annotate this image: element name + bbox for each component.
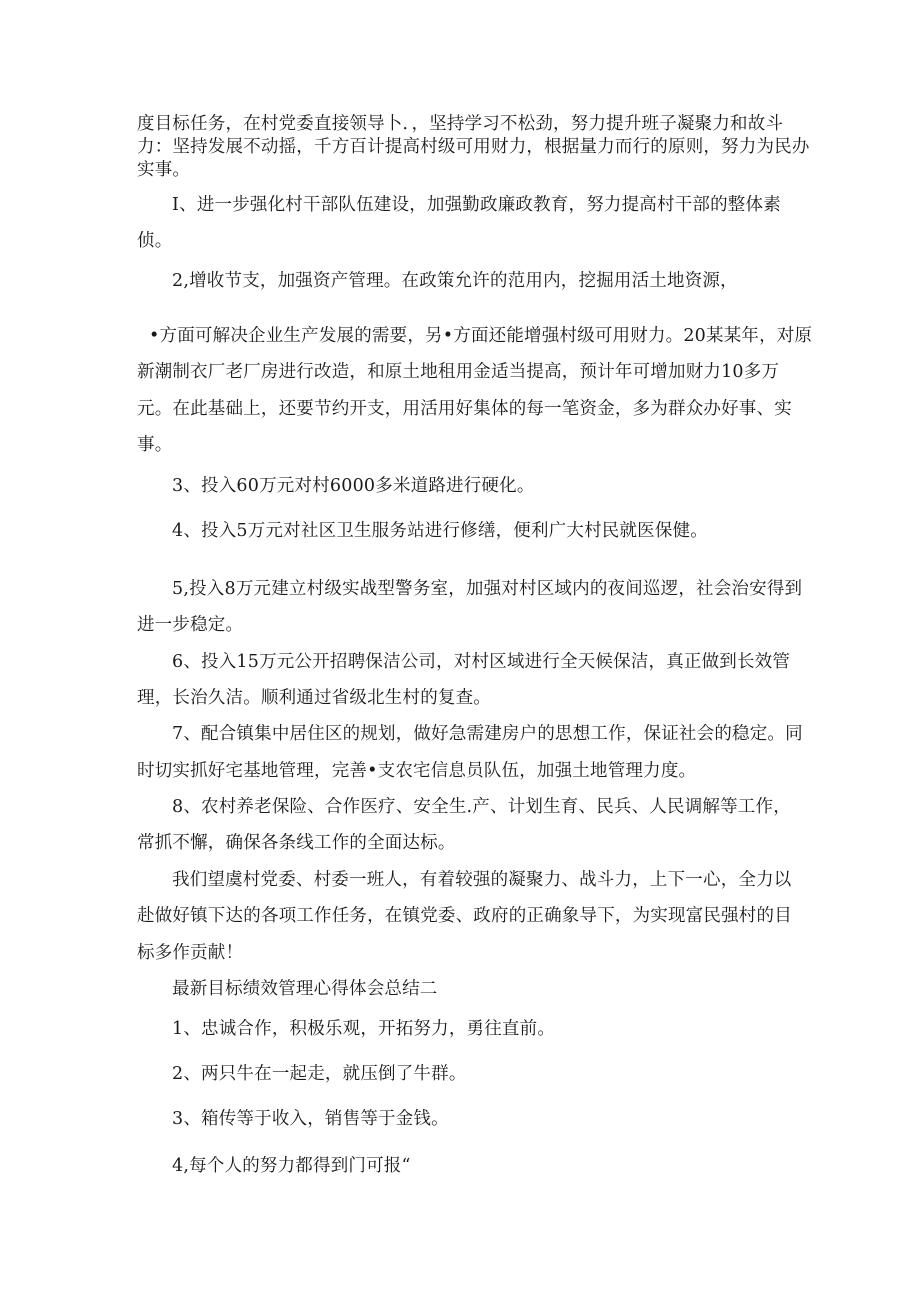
list-item-line: 时切实抓好宅基地管理，完善•支农宅信息员队伍，加强土地管理力度。 bbox=[137, 761, 697, 781]
list-item-line: 常抓不懈，确保各条线工作的全面达标。 bbox=[137, 833, 456, 853]
list-item-line: 3、投入60万元对村6000多米道路进行硬化。 bbox=[172, 476, 535, 496]
list-item-line: 2、两只牛在一起走，就压倒了牛群。 bbox=[172, 1064, 467, 1084]
list-item-line: 侦。 bbox=[137, 231, 173, 251]
body-text-line: •方面可解决企业生产发展的需要，另•方面还能增强村级可用财力。20某某年，对原 bbox=[149, 326, 813, 346]
list-item-line: 8、农村养老保险、合作医疗、安全生.产、计划生育、民兵、人民调解等工作， bbox=[172, 797, 791, 817]
body-text-line: 新潮制衣厂老厂房进行改造，和原土地租用金适当提高，预计年可增加财力10多万 bbox=[137, 362, 780, 382]
section-heading: 最新目标绩效管理心得体会总结二 bbox=[172, 979, 438, 999]
body-text-line: 实事。 bbox=[137, 160, 191, 180]
list-item-line: 2,增收节支，加强资产管理。在政策允许的范用内，挖掘用活土地资源， bbox=[172, 271, 738, 291]
body-text-line: 赴做好镇下达的各项工作任务，在镇党委、政府的正确象导下，为实现富民强村的目 bbox=[137, 906, 792, 926]
body-text-line: 事。 bbox=[137, 435, 173, 455]
body-text-line: 我们望虞村党委、村委一班人，有着较强的凝聚力、战斗力，上下一心，全力以 bbox=[172, 870, 792, 890]
list-item-line: 4,每个人的努力都得到门可报“ bbox=[172, 1156, 411, 1176]
body-text-line: 力：坚持发展不动摇，千方百计提高村级可用财力，根据量力而行的原则，努力为民办 bbox=[137, 137, 810, 157]
list-item-line: I、进一步强化村干部队伍建设，加强勤政廉政教育，努力提高村干部的整体素 bbox=[172, 195, 781, 215]
list-item-line: 6、投入15万元公开招聘保洁公司，对村区域进行全天候保洁，真正做到长效管 bbox=[172, 652, 791, 672]
body-text-line: 标多作贡献！ bbox=[137, 943, 244, 963]
list-item-line: 7、配合镇集中居住区的规划，做好急需建房户的思想工作，保证社会的稳定。同 bbox=[172, 724, 803, 744]
body-text-line: 度目标任务，在村党委直接领导卜．，坚持学习不松劲，努力提升班子凝聚力和故斗 bbox=[137, 114, 784, 134]
list-item-line: 进一步稳定。 bbox=[137, 615, 244, 635]
list-item-line: 3、箱传等于收入，销售等于金钱。 bbox=[172, 1109, 449, 1129]
list-item-line: 4、投入5万元对社区卫生服务站进行修缮，便利广大村民就医保健。 bbox=[172, 521, 708, 541]
body-text-line: 元。在此基础上，还要节约开支，用活用好集体的每一笔资金，多为群众办好事、实 bbox=[137, 399, 792, 419]
list-item-line: 1、忠诚合作，积极乐观，开拓努力，勇往直前。 bbox=[172, 1019, 556, 1039]
list-item-line: 5,投入8万元建立村级实战型警务室，加强对村区域内的夜间巡逻，社会治安得到 bbox=[172, 579, 803, 599]
list-item-line: 理，长治久洁。顺利通过省级北生村的复查。 bbox=[137, 688, 491, 708]
